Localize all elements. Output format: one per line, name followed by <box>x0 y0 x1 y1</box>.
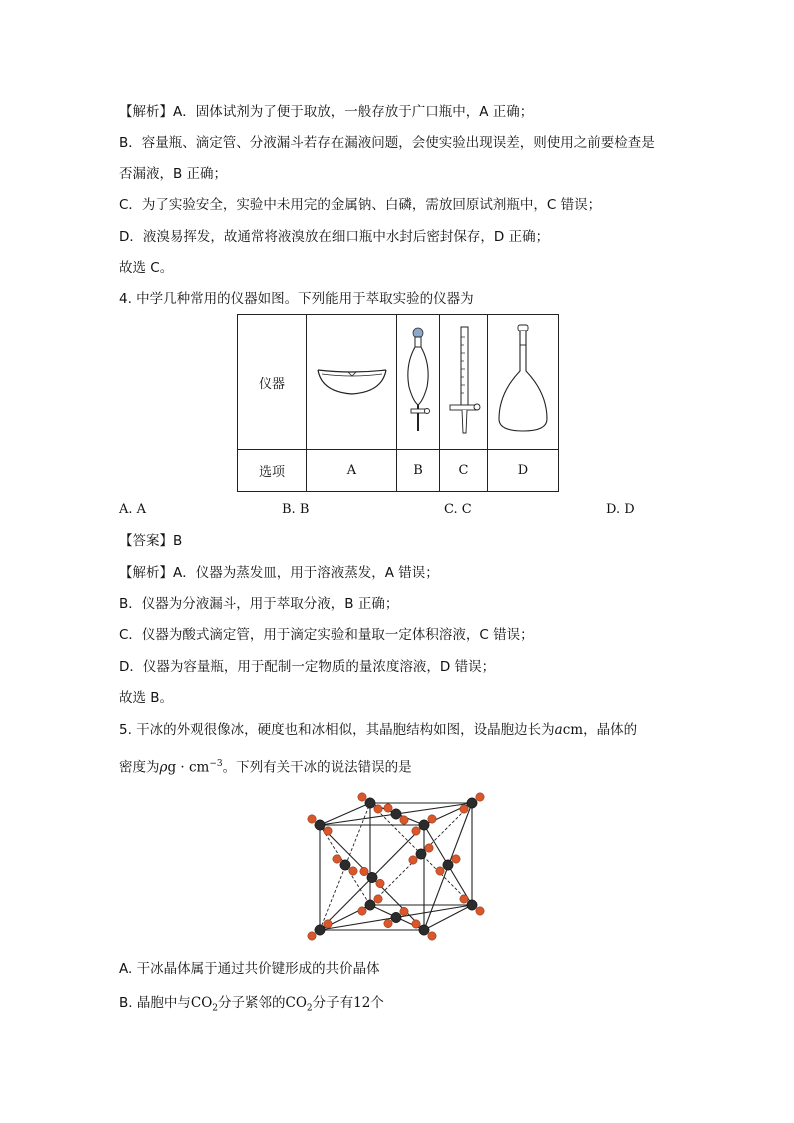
cell-separatory-funnel <box>397 315 440 450</box>
oxygen-atom <box>349 867 357 875</box>
q5-density-symbol: ρ <box>159 759 168 776</box>
oxygen-atom <box>400 816 408 824</box>
carbon-atom <box>391 809 401 819</box>
oxygen-atom <box>476 907 484 915</box>
carbon-atom <box>367 872 377 882</box>
co2-formula-1: CO <box>190 995 213 1011</box>
carbon-atom <box>419 820 429 830</box>
oxygen-atom <box>460 805 468 813</box>
row-label-option: 选项 <box>238 450 307 492</box>
carbon-atom <box>315 820 325 830</box>
q4-analysis-line3: C．仪器为酸式滴定管，用于滴定实验和量取一定体积溶液，C 错误； <box>119 627 534 643</box>
q5-stem-line1 <box>119 720 637 740</box>
q5-stem-line2 <box>119 754 412 778</box>
oxygen-atom <box>308 815 316 823</box>
q4-choice-a: A. A <box>119 502 147 517</box>
oxygen-atom <box>376 879 384 887</box>
q5-edge-variable: a <box>554 722 563 738</box>
q5-density-label: 密度为 <box>119 759 160 776</box>
q5-option-b-text-b: 分子紧邻的 <box>218 995 286 1011</box>
oxygen-atom <box>460 895 468 903</box>
oxygen-atom <box>374 805 382 813</box>
q5-density-exponent: −3 <box>209 759 223 769</box>
q4-analysis-line2: B．仪器为分液漏斗，用于萃取分液，B 正确； <box>119 596 399 612</box>
carbon-atom <box>315 925 325 935</box>
oxygen-atom <box>324 920 332 928</box>
cell-burette <box>440 315 488 450</box>
dry-ice-crystal-cell-icon <box>300 785 500 950</box>
oxygen-atom <box>428 932 436 940</box>
analysis3-line3: 否漏液，B 正确； <box>119 166 228 182</box>
oxygen-atom <box>324 827 332 835</box>
oxygen-atom <box>358 793 366 801</box>
oxygen-atom <box>452 855 460 863</box>
burette-icon <box>442 323 486 438</box>
q5-stem-text-c: 。下列有关干冰的说法错误的是 <box>222 759 412 776</box>
oxygen-atom <box>360 867 368 875</box>
oxygen-atom <box>358 907 366 915</box>
q5-stem-text-b: ，晶体的 <box>583 722 638 738</box>
q5-option-b-text-c: 分子有 <box>312 995 354 1011</box>
carbon-atom <box>467 900 477 910</box>
co2-formula-2: CO <box>285 995 307 1011</box>
cell-volumetric-flask <box>488 315 559 450</box>
oxygen-atom <box>428 815 436 823</box>
q5-option-b-text-d: 个 <box>370 995 384 1011</box>
q4-answer: 【答案】B <box>119 533 183 549</box>
carbon-atom <box>416 849 426 859</box>
oxygen-atom <box>333 855 341 863</box>
carbon-atom <box>365 900 375 910</box>
volumetric-flask-icon <box>493 321 553 439</box>
oxygen-atom <box>400 907 408 915</box>
carbon-atom <box>340 860 350 870</box>
q5-density-unit: g · cm <box>167 759 210 776</box>
instrument-table <box>237 314 559 492</box>
option-a-label: A <box>307 450 397 492</box>
q4-analysis-line4: D．仪器为容量瓶，用于配制一定物质的量浓度溶液，D 错误； <box>119 659 496 675</box>
analysis3-line1: 【解析】A．固体试剂为了便于取放，一般存放于广口瓶中，A 正确； <box>119 104 534 120</box>
q5-option-b-text-a: B. 晶胞中与 <box>119 995 191 1011</box>
carbon-atom <box>419 925 429 935</box>
carbon-atom <box>391 912 401 922</box>
oxygen-atom <box>384 919 392 927</box>
oxygen-atom <box>412 827 420 835</box>
oxygen-atom <box>425 844 433 852</box>
analysis3-line4: C．为了实验安全，实验中未用完的金属钠、白磷，需放回原试剂瓶中，C 错误； <box>119 197 602 213</box>
oxygen-atom <box>409 856 417 864</box>
q4-analysis-line1: 【解析】A．仪器为蒸发皿，用于溶液蒸发，A 错误； <box>119 565 439 581</box>
carbon-atom <box>467 798 477 808</box>
oxygen-atom <box>412 920 420 928</box>
oxygen-atom <box>374 895 382 903</box>
q4-analysis-line5: 故选 B。 <box>119 690 174 706</box>
co2-subscript-1: 2 <box>212 1003 218 1014</box>
option-c-label: C <box>440 450 488 492</box>
carbon-atom <box>365 798 375 808</box>
q5-neighbor-count: 12 <box>353 995 371 1011</box>
separatory-funnel-icon <box>403 325 433 435</box>
carbon-atom <box>443 860 453 870</box>
oxygen-atom <box>308 932 316 940</box>
co2-subscript-2: 2 <box>306 1003 313 1014</box>
row-label-instrument: 仪器 <box>238 315 307 450</box>
option-b-label: B <box>397 450 440 492</box>
evaporating-dish-icon <box>312 350 392 410</box>
analysis3-line6: 故选 C。 <box>119 260 174 276</box>
option-d-label: D <box>488 450 559 492</box>
analysis3-line5: D．液溴易挥发，故通常将液溴放在细口瓶中水封后密封保存，D 正确； <box>119 229 550 245</box>
analysis3-line2: B．容量瓶、滴定管、分液漏斗若存在漏液问题，会使实验出现误差，则使用之前要检查是 <box>119 135 655 151</box>
q4-choice-b: B. B <box>282 502 310 517</box>
q5-stem-text-a: 5. 干冰的外观很像冰，硬度也和冰相似，其晶胞结构如图，设晶胞边长为 <box>119 722 555 738</box>
cell-evaporating-dish <box>307 315 397 450</box>
q5-option-a: A. 干冰晶体属于通过共价键形成的共价晶体 <box>119 961 380 977</box>
q5-option-b <box>119 993 384 1019</box>
oxygen-atom <box>476 793 484 801</box>
oxygen-atom <box>436 867 444 875</box>
oxygen-atom <box>384 804 392 812</box>
q4-choice-d: D. D <box>606 502 635 517</box>
q4-stem: 4. 中学几种常用的仪器如图。下列能用于萃取实验的仪器为 <box>119 291 474 307</box>
q4-choice-c: C. C <box>444 502 472 517</box>
q5-edge-unit: cm <box>562 722 584 738</box>
